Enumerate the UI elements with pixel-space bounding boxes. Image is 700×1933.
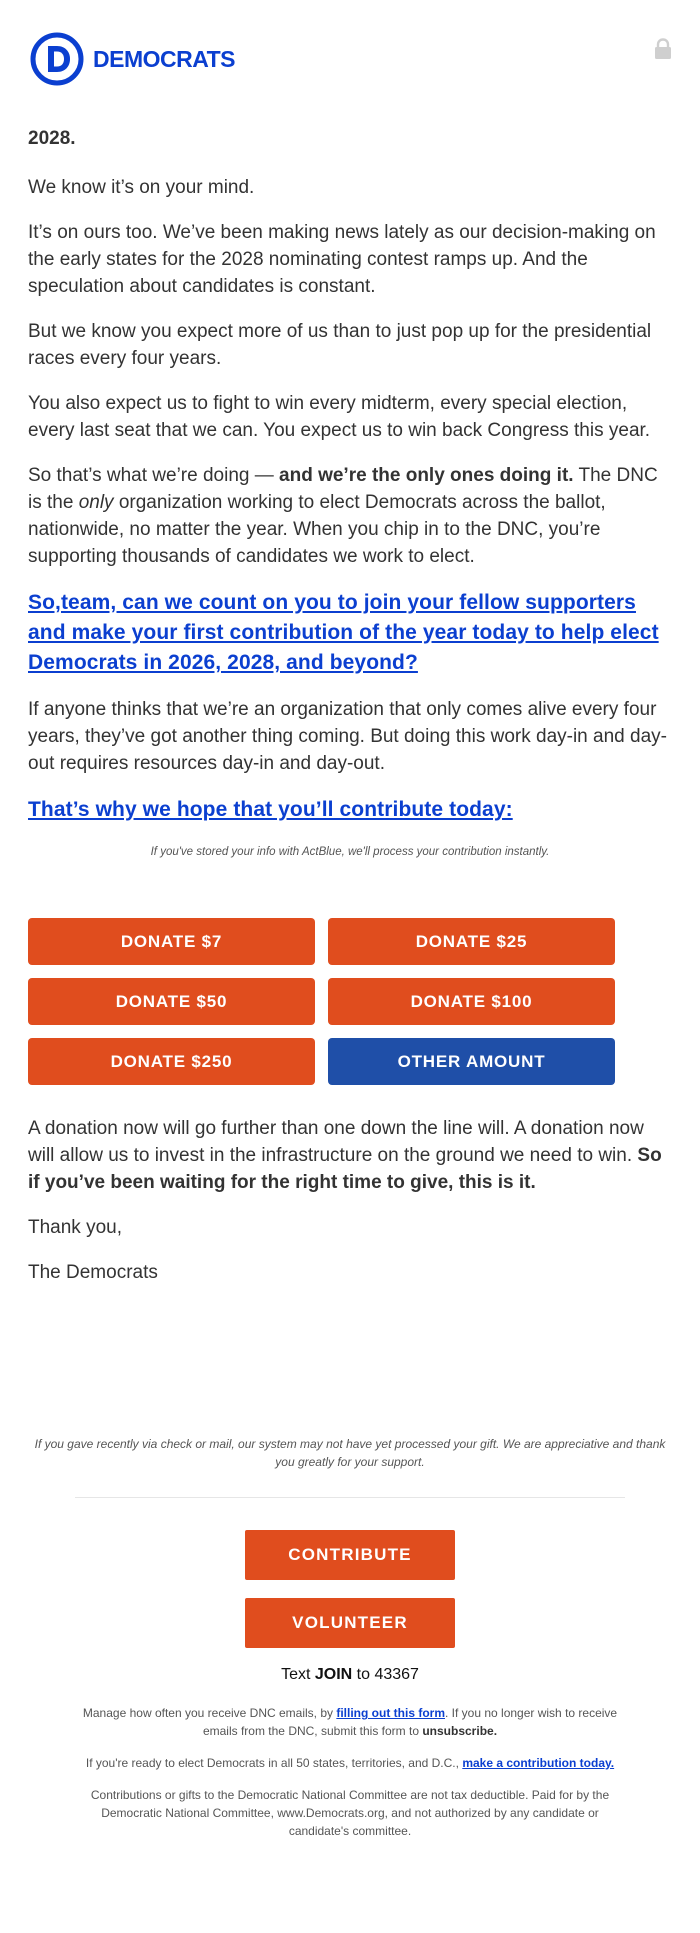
paragraph: You also expect us to fight to win every midterm, every special election, every last seat that we can. You expect us to win back Congress this year. (28, 393, 651, 441)
closing-section (28, 1115, 672, 1286)
manage-emails-text (70, 1704, 630, 1740)
fine-text: . If you no longer wish to receive emails from the DNC, submit this form to (202, 1706, 618, 1738)
paragraph-text: organization working to elect Democrats across the ballot, nationwide, no matter the year. When you chip in to the DNC, you’re supporting thousands of candidates we work to elect. (28, 492, 606, 567)
text-join-keyword: JOIN (314, 1666, 353, 1683)
paragraph: We know it’s on your mind. (28, 177, 255, 198)
paragraph-text: So that’s what we’re doing — (28, 465, 280, 486)
donate-button-grid (28, 918, 700, 1085)
unsubscribe-link[interactable]: unsubscribe. (422, 1724, 498, 1738)
lock-icon (654, 38, 672, 60)
footer-divider (75, 1497, 625, 1498)
text-join-line (0, 1666, 700, 1684)
paragraph: But we know you expect more of us than to just pop up for the presidential races every four years. (28, 321, 652, 369)
paragraph: If anyone thinks that we’re an organization that only comes alive every four years, they’ve got another thing coming. But doing this work day-in and day-out requires resources day-in and day-out. (28, 699, 667, 774)
logo-wordmark: DEMOCRATS (93, 45, 236, 72)
paragraph-italic: only (78, 492, 114, 513)
ready-to-elect-text (70, 1754, 630, 1772)
volunteer-button[interactable]: VOLUNTEER (245, 1598, 455, 1648)
email-body (28, 125, 672, 882)
email-header (0, 0, 700, 115)
donate-100-button[interactable]: DONATE $100 (328, 978, 615, 1025)
paragraph-emphasis: and we’re the only ones doing it. (279, 465, 574, 486)
opening-line: 2028. (28, 128, 76, 149)
make-contribution-link[interactable]: make a contribution today. (462, 1756, 615, 1770)
donate-section (0, 918, 700, 1286)
paragraph-emphasis: So if you’ve been waiting for the right time to give, this is it. (28, 1145, 662, 1193)
paragraph-text: The DNC is the (28, 465, 658, 513)
donate-7-button[interactable]: DONATE $7 (28, 918, 315, 965)
democrats-logo[interactable] (30, 32, 235, 86)
contribution-cta-link[interactable]: So,team, can we count on you to join your fellow supporters and make your first contribution of the year today to help elect Democrats in 2026, 2028, and beyond? (28, 591, 659, 674)
text-join-number: to 43367 (352, 1666, 419, 1683)
donate-25-button[interactable]: DONATE $25 (328, 918, 615, 965)
email-footer (0, 1435, 700, 1854)
donate-50-button[interactable]: DONATE $50 (28, 978, 315, 1025)
text-join-prefix: Text (281, 1666, 315, 1683)
gift-processing-note: If you gave recently via check or mail, our system may not have yet processed your gift. We are appreciative and thank you greatly for your support. (34, 1437, 666, 1469)
contribute-button[interactable]: CONTRIBUTE (245, 1530, 455, 1580)
manage-preferences-link[interactable]: filling out this form (336, 1706, 445, 1720)
democrats-d-logo-icon (30, 32, 84, 86)
contribute-today-link[interactable]: That’s why we hope that you’ll contribute today: (28, 798, 513, 821)
paragraph (28, 1115, 672, 1196)
donate-250-button[interactable]: DONATE $250 (28, 1038, 315, 1085)
fine-text: Manage how often you receive DNC emails, by (82, 1706, 337, 1720)
legal-disclaimer: Contributions or gifts to the Democratic National Committee are not tax deductible. Paid for by the Democratic National Committee, www.Democrats.org, and not authorized by any candidate or candidate's committee. (90, 1788, 610, 1838)
sign-off: Thank you, (28, 1217, 122, 1238)
actblue-note: If you've stored your info with ActBlue, we'll process your contribution instantly. (150, 846, 550, 858)
signature: The Democrats (28, 1262, 158, 1283)
paragraph (28, 462, 672, 570)
other-amount-button[interactable]: OTHER AMOUNT (328, 1038, 615, 1085)
paragraph: It’s on ours too. We’ve been making news lately as our decision-making on the early states for the 2028 nominating contest ramps up. And the speculation about candidates is constant. (28, 222, 656, 297)
fine-text: If you're ready to elect Democrats in all 50 states, territories, and D.C., (85, 1756, 463, 1770)
paragraph-text: A donation now will go further than one down the line will. A donation now will allow us to invest in the infrastructure on the ground we need to win. (28, 1118, 644, 1166)
